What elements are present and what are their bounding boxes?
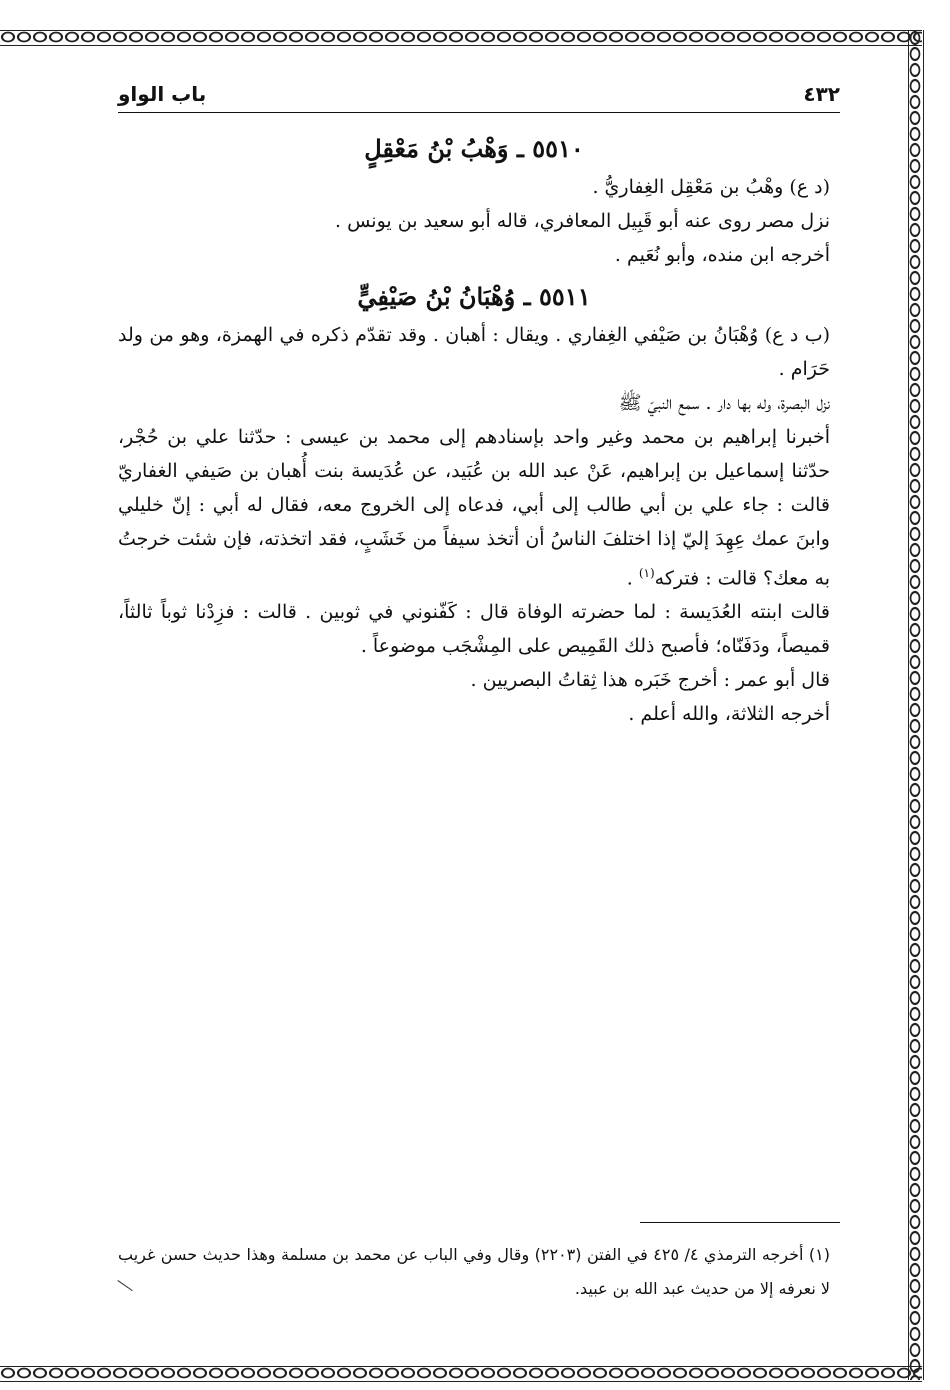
entry-paragraph: أخرجه ابن منده، وأبو نُعَيم . bbox=[614, 244, 830, 266]
entry-paragraph: أخرجه الثلاثة، والله أعلم . bbox=[628, 703, 830, 726]
entry-5511 bbox=[118, 276, 830, 731]
entry-paragraph: (ب د ع) وُهْبَانُ بن صَيْفي الغِفاري . ويقال : أهبان . وقد تقدّم ذكره في الهمزة، وهو من ولد حَرَام . bbox=[118, 324, 830, 380]
entry-paragraph: قالت ابنته العُدَيسة : لما حضرته الوفاة قال : كَفّنوني في ثوبين . قالت : فزِدْنا ثوباً ثالثاً، قميصاً، ودَفَنّاه؛ فأصبح ذلك القَمِيص على المِشْجَب موضوعاً . bbox=[118, 601, 830, 658]
entry-paragraph: نزل البصرة، وله بها دار . سمع النبيّ ﷺ bbox=[618, 392, 830, 414]
footnote-separator bbox=[640, 1222, 840, 1223]
entry-title: ٥٥١١ ـ وُهْبَانُ بْنُ صَيْفِيٍّ bbox=[357, 282, 591, 311]
entry-5510 bbox=[118, 128, 830, 272]
ornamental-border-right bbox=[908, 30, 924, 1380]
entry-title: ٥٥١٠ ـ وَهْبُ بْنُ مَعْقِلٍ bbox=[364, 134, 584, 163]
ornamental-border-bottom bbox=[0, 1366, 922, 1382]
page-header bbox=[118, 66, 840, 113]
entry-paragraph: أخبرنا إبراهيم بن محمد وغير واحد بإسنادهم إلى محمد بن عيسى : حدّثنا علي بن حُجْر، حدّثنا إسماعيل بن إبراهيم، عَنْ عبد الله بن عُبَيد، عن عُدَيسة بنت أُهبان بن صَيفي الغفاريّ قالت : جاء علي بن أبي طالب إلى أبي، فدعاه إلى الخروج معه، فقال له أبي : إنّ خليلي وابنَ عمك عِهِدَ إليّ إذا اختلفَ الناسُ أن أتخذ سيفاً من خَشَبٍ، فقد اتخذته، فإن شئت خرجتُ به معك؟ قالت : فتركه$^{(١)}$ . bbox=[118, 426, 830, 590]
entry-paragraph: (د ع) وهْبُ بن مَعْقِل الغِفاريُّ . bbox=[592, 176, 830, 198]
page-body bbox=[118, 128, 830, 731]
footnote: (١) أخرجه الترمذي ٤/ ٤٢٥ في الفتن (٢٢٠٣) وقال وفي الباب عن محمد بن مسلمة وهذا حديث حسن غريب لا نعرفه إلا من حديث عبد الله بن عبيد. bbox=[118, 1245, 830, 1298]
ornamental-border-top bbox=[0, 30, 922, 46]
entry-paragraph: نزل مصر روى عنه أبو قَبِيل المعافري، قاله أبو سعيد بن يونس . bbox=[335, 210, 830, 232]
entry-paragraph-text: أخبرنا إبراهيم بن محمد وغير واحد بإسنادهم إلى محمد بن عيسى : حدّثنا علي بن حُجْر، حدّثنا إسماعيل بن إبراهيم، عَنْ عبد الله بن عُبَيد، عن عُدَيسة بنت أُهبان بن صَيفي الغفاريّ قالت : جاء علي بن أبي طالب إلى أبي، فدعاه إلى الخروج معه، فقال له أبي : إنّ خليلي وابنَ عمك عِهِدَ إليّ إذا اختلفَ الناسُ أن أتخذ سيفاً من خَشَبٍ، فقد اتخذته، فإن شئت خرجتُ به معك؟ قالت : فتركه bbox=[118, 426, 830, 590]
footnote-marker[interactable]: (١) bbox=[638, 566, 655, 580]
entry-paragraph: قال أبو عمر : أخرج خَبَره هذا ثِقاتُ البصريين . bbox=[470, 669, 830, 692]
page-number: ٤٣٢ bbox=[803, 82, 840, 106]
chapter-title: باب الواو bbox=[118, 82, 207, 106]
